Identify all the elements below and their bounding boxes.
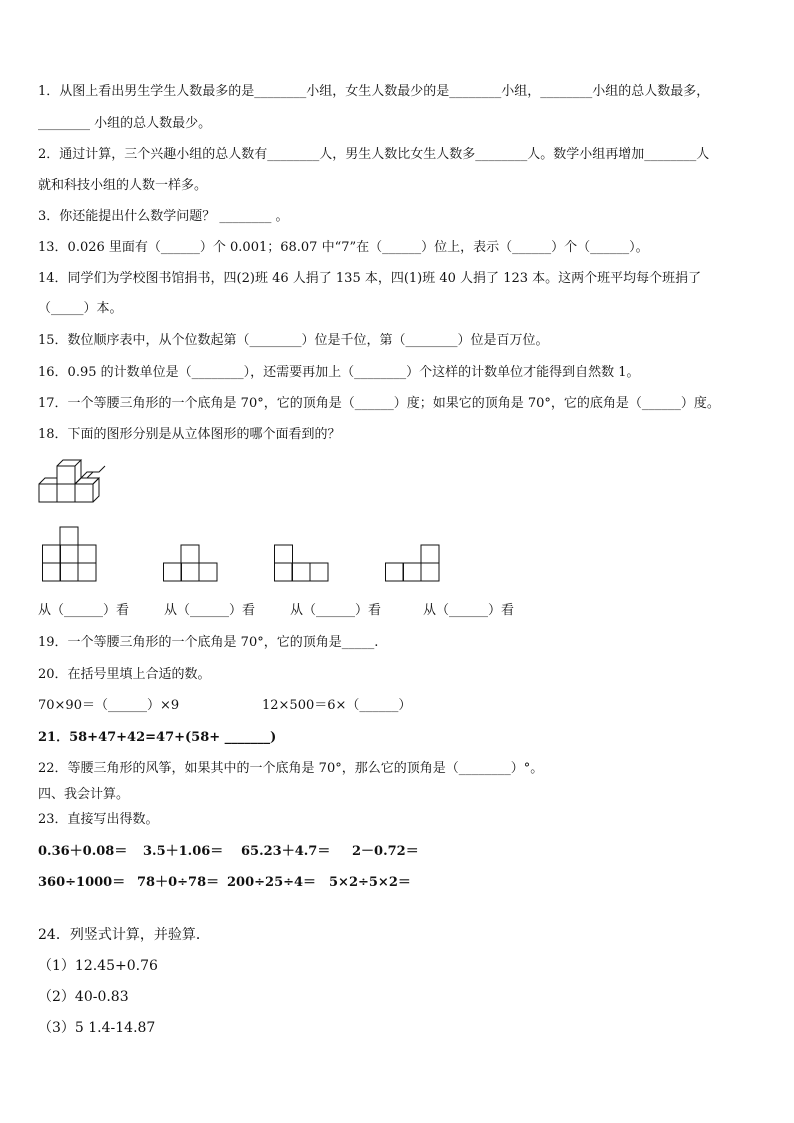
calc-item: 200÷25÷4＝: [227, 875, 317, 890]
view-label-1: 从（______）看: [38, 603, 130, 618]
question-17: 17．一个等腰三角形的一个底角是 70°，它的顶角是（______）度；如果它的顶角是 70°，它的底角是（______）度。: [38, 396, 720, 411]
question-3: 3．你还能提出什么数学问题？ ________ 。: [38, 209, 289, 224]
calc-item: 5×2÷5×2＝: [329, 875, 411, 890]
calc-item: 2－0.72＝: [352, 844, 419, 859]
calc-item: 3.5＋1.06＝: [143, 844, 224, 859]
question-20: 20．在括号里填上合适的数。: [38, 667, 211, 682]
question-15: 15．数位顺序表中，从个位数起第（________）位是千位，第（________）位是百万位。: [38, 333, 549, 348]
question-21: 21．58+47+42=47+(58+ _______): [38, 730, 277, 745]
section-4-heading: 四、我会计算。: [38, 787, 130, 802]
view-shape-1: [42, 526, 98, 582]
question-20-b: 12×500＝6×（______）: [262, 698, 412, 713]
calc-item: 78＋0÷78＝: [137, 875, 220, 890]
question-1-line-2: ________ 小组的总人数最少。: [38, 116, 212, 131]
question-20-a: 70×90＝（______）×9: [38, 698, 180, 713]
question-24-item-1: （1）12.45+0.76: [38, 958, 158, 974]
question-14-line-2: （_____）本。: [38, 301, 123, 316]
view-shape-3: [274, 544, 330, 582]
view-label-4: 从（______）看: [423, 603, 515, 618]
view-label-3: 从（______）看: [290, 603, 382, 618]
question-23: 23．直接写出得数。: [38, 812, 159, 827]
question-14-line-1: 14．同学们为学校图书馆捐书，四(2)班 46 人捐了 135 本，四(1)班 40 人捐了 123 本。这两个班平均每个班捐了: [38, 271, 702, 286]
question-24-item-3: （3）5 1.4-14.87: [38, 1020, 156, 1036]
question-18: 18．下面的图形分别是从立体图形的哪个面看到的？: [38, 427, 341, 442]
view-shape-2: [163, 544, 219, 582]
question-2-line-1: 2．通过计算，三个兴趣小组的总人数有________人，男生人数比女生人数多________人。数学小组再增加________人: [38, 147, 710, 162]
question-2-line-2: 就和科技小组的人数一样多。: [38, 178, 208, 193]
calc-item: 65.23＋4.7＝: [241, 844, 331, 859]
view-shape-4: [385, 544, 441, 582]
question-24-item-2: （2）40-0.83: [38, 989, 129, 1005]
calc-item: 360÷1000＝: [38, 875, 126, 890]
calc-row-1: [38, 843, 638, 861]
calc-item: 0.36＋0.08＝: [38, 844, 128, 859]
question-22: 22．等腰三角形的风筝，如果其中的一个底角是 70°，那么它的顶角是（________）°。: [38, 761, 544, 776]
cube-stack-figure: [38, 458, 110, 504]
question-19: 19．一个等腰三角形的一个底角是 70°，它的顶角是_____.: [38, 635, 379, 650]
question-16: 16．0.95 的计数单位是（________），还需要再加上（________）个这样的计数单位才能得到自然数 1。: [38, 365, 640, 380]
question-1-line-1: 1．从图上看出男生学生人数最多的是________小组，女生人数最少的是________小组，________小组的总人数最多，: [38, 84, 710, 99]
question-24: 24．列竖式计算，并验算．: [38, 927, 210, 943]
view-label-2: 从（______）看: [164, 603, 256, 618]
question-13: 13．0.026 里面有（______）个 0.001；68.07 中“7”在（______）位上，表示（______）个（______）。: [38, 240, 649, 255]
calc-row-2: [38, 874, 638, 892]
